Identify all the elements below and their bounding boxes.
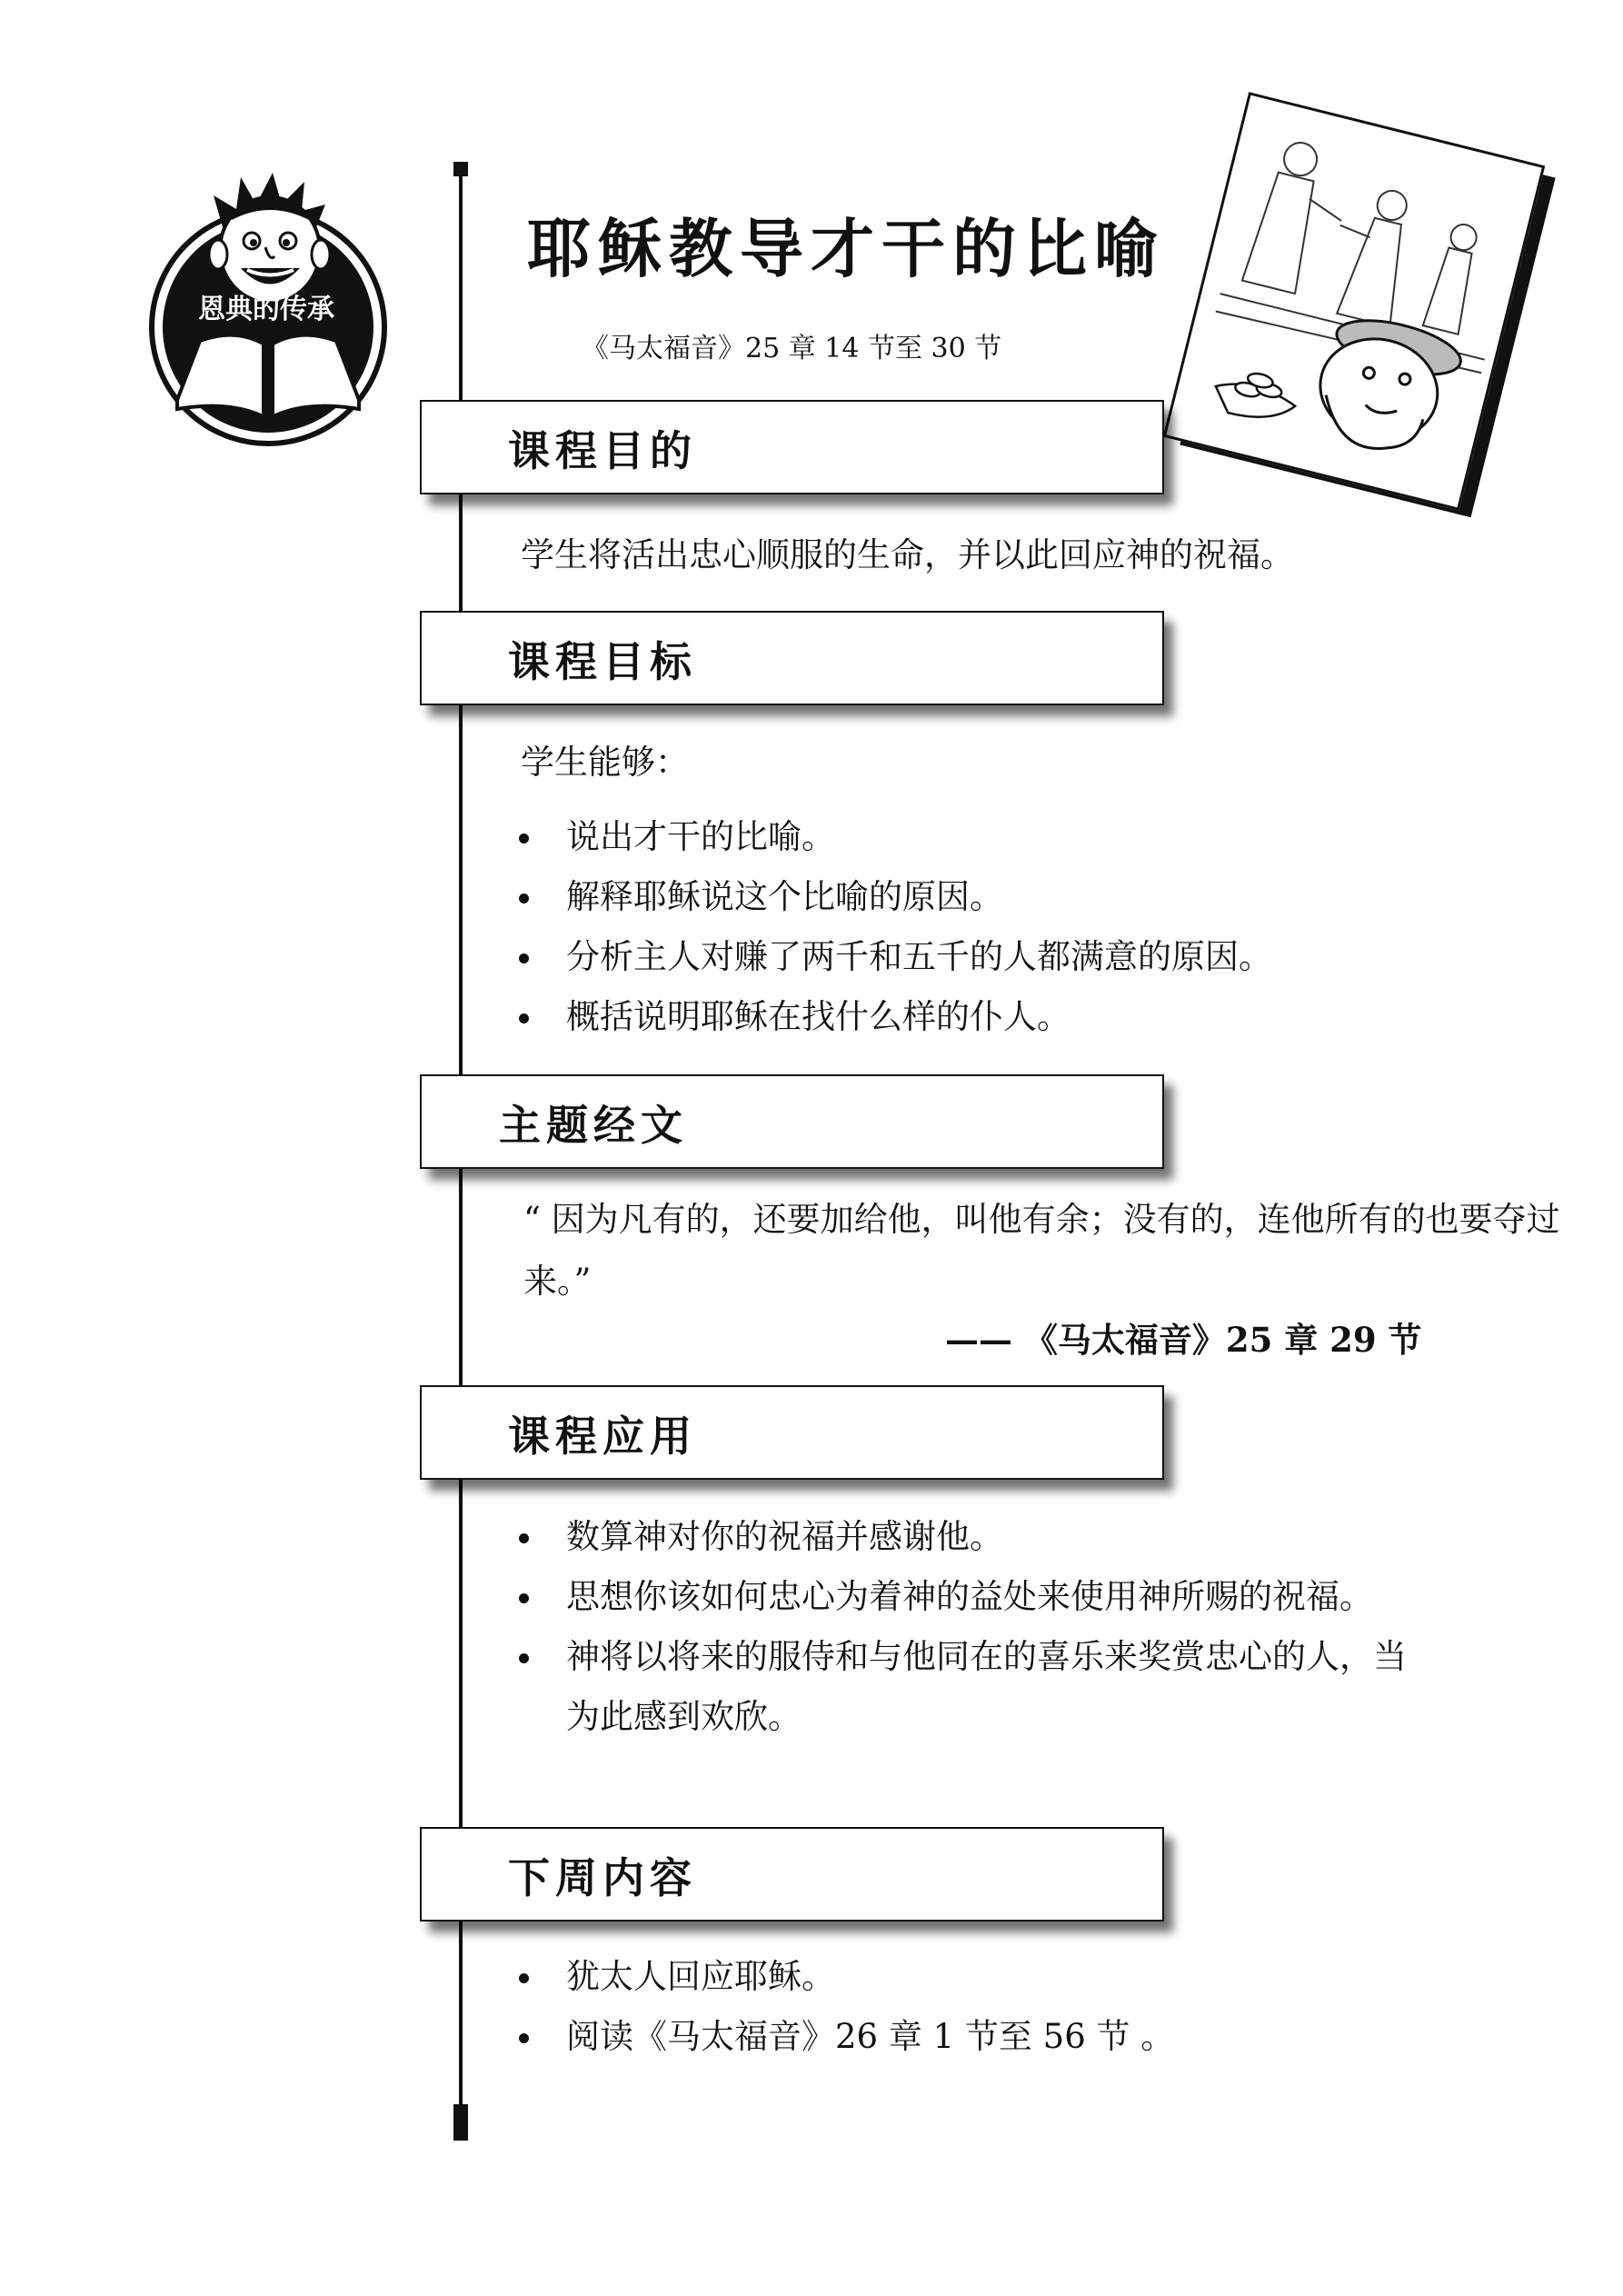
- objectives-intro: 学生能够：: [521, 743, 689, 782]
- application-list: [512, 1507, 1420, 1747]
- scripture-reference: 《马太福音》25 章 14 节至 30 节: [582, 333, 1002, 364]
- list-item: 概括说明耶稣在找什么样的仆人。: [512, 987, 1557, 1047]
- verse-heading: 主题经文: [499, 1101, 688, 1150]
- timeline-top-cap: [453, 162, 468, 176]
- list-item: 解释耶稣说这个比喻的原因。: [512, 867, 1557, 927]
- purpose-text: 学生将活出忠心顺服的生命，并以此回应神的祝福。: [521, 535, 1294, 574]
- objectives-list: [512, 807, 1557, 1047]
- next-week-list: [512, 1947, 1557, 2067]
- purpose-header: [420, 400, 1164, 494]
- list-item: 分析主人对赚了两千和五千的人都满意的原因。: [512, 927, 1557, 987]
- next-week-heading: 下周内容: [508, 1853, 697, 1902]
- list-item: 犹太人回应耶稣。: [512, 1947, 1557, 2007]
- purpose-heading: 课程目的: [508, 426, 697, 475]
- list-item: 数算神对你的祝福并感谢他。: [512, 1507, 1420, 1567]
- next-week-header: [420, 1827, 1164, 1922]
- list-item: 思想你该如何忠心为着神的益处来使用神所赐的祝福。: [512, 1567, 1420, 1627]
- legacy-of-grace-logo: [145, 155, 391, 454]
- memory-verse: “ 因为凡有的，还要加给他，叫他有余；没有的，连他所有的也要夺过来。”: [523, 1200, 1560, 1301]
- objectives-heading: 课程目标: [508, 637, 697, 686]
- timeline-bottom-cap: [453, 2104, 468, 2141]
- objectives-header: [420, 611, 1164, 705]
- page-title: 耶稣教导才干的比喻: [527, 212, 1165, 286]
- list-item: 神将以将来的服侍和与他同在的喜乐来奖赏忠心的人，当为此感到欢欣。: [512, 1627, 1420, 1747]
- application-header: [420, 1385, 1164, 1480]
- list-item: 阅读《马太福音》26 章 1 节至 56 节 。: [512, 2007, 1557, 2067]
- verse-header: [420, 1074, 1164, 1169]
- list-item: 说出才干的比喻。: [512, 807, 1557, 867]
- memory-verse-reference: —— 《马太福音》25 章 29 节: [945, 1320, 1422, 1360]
- application-heading: 课程应用: [508, 1412, 697, 1461]
- logo-text: 恩典的传承: [198, 294, 334, 325]
